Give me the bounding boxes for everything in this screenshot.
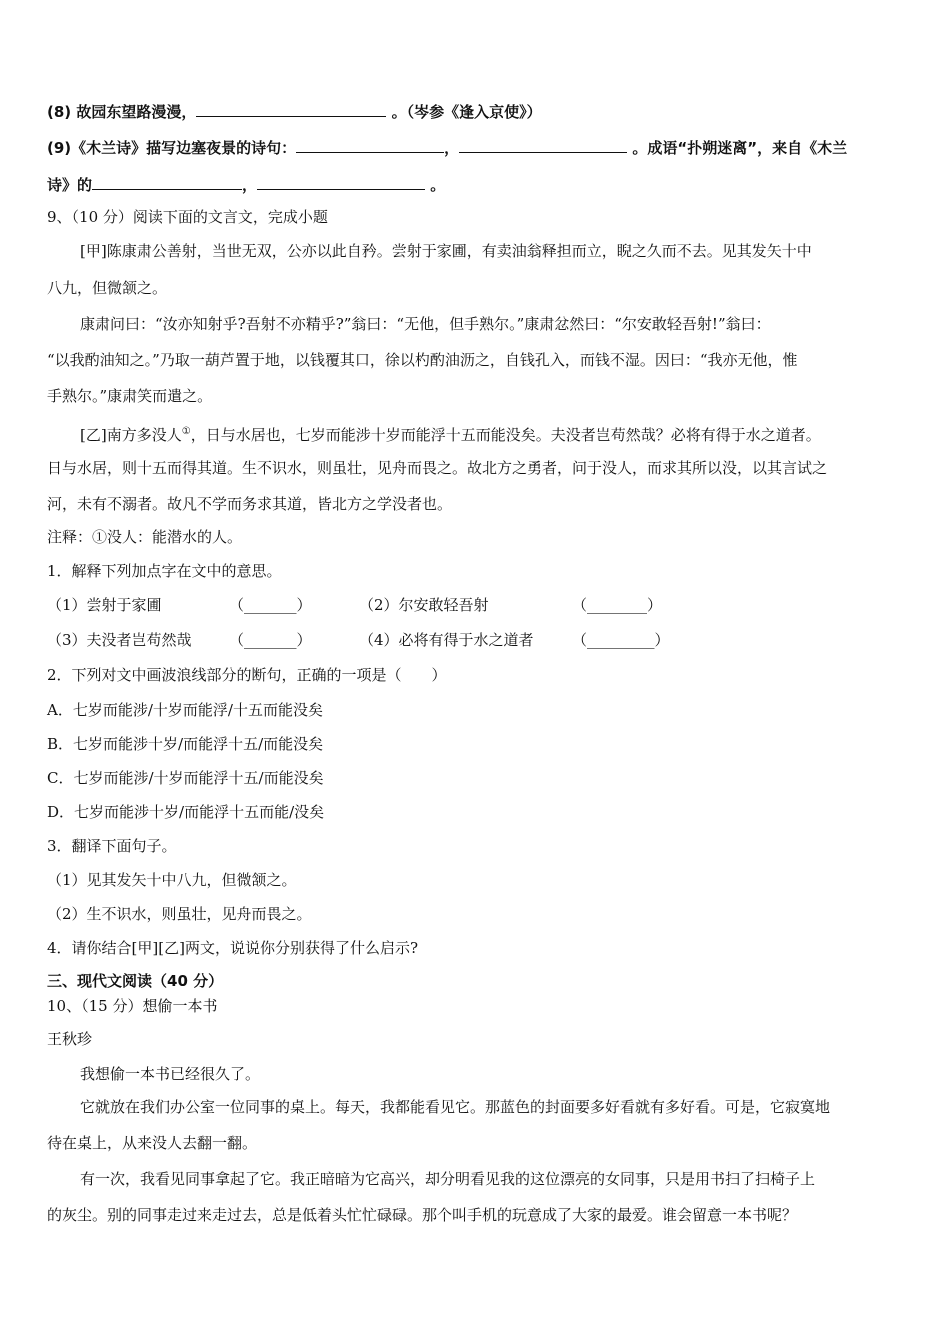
sub1-item-blank[interactable]: （_______） [229,631,312,649]
q10-p3-line2: 的灰尘。别的同事走过来走过去，总是低着头忙忙碌碌。那个叫手机的玩意成了大家的最爱。谁会留意一本书呢？ [47,1206,798,1224]
q9-blank-3[interactable] [92,173,242,190]
sub1-item-blank[interactable]: （________） [572,596,663,614]
q8-suffix: 。（岑参《逢入京使》） [391,103,542,121]
sub1-prompt: 1．解释下列加点字在文中的意思。 [47,562,282,580]
q10-header: 10、（15 分）想偷一本书 [47,997,218,1015]
footnote: 注释：①没人：能潜水的人。 [47,528,243,546]
jia-p2-line2: “以我酌油知之。”乃取一葫芦置于地，以钱覆其口，徐以杓酌油沥之，自钱孔入，而钱不湿。因曰：“我亦无他，惟 [47,351,798,369]
q9-line2-comma: ， [242,176,258,194]
section3-title: 三、现代文阅读（40 分） [47,972,224,990]
q9-part1: (9)《木兰诗》描写边塞夜景的诗句： [47,139,297,157]
sub1-item-blank[interactable]: （_________） [572,631,670,649]
sub1-item-blank[interactable]: （_______） [229,596,312,614]
sub2-prompt: 2．下列对文中画波浪线部分的断句，正确的一项是（ ） [47,666,447,684]
q9-line2-end: 。 [430,176,446,194]
q8-prefix: (8) 故园东望路漫漫， [47,103,197,121]
poetry-q8 [47,100,906,123]
q9-line2-prefix: 诗》的 [47,176,93,194]
q9-part2: 。成语“扑朔迷离”，来自《木兰 [632,139,848,157]
yi-line1-prefix: [乙]南方多没人 [80,426,182,444]
sub3-item-1: （1）见其发矢十中八九，但微颔之。 [47,871,297,889]
sub1-row-2 [47,629,847,651]
option-a[interactable]: A．七岁而能涉/十岁而能浮/十五而能没矣 [47,701,323,719]
yi-line2: 日与水居，则十五而得其道。生不识水，则虽壮，见舟而畏之。故北方之勇者，问于没人，而求其所以没，以其言试之 [47,459,828,477]
jia-p1-line1: [甲]陈康肃公善射，当世无双，公亦以此自矜。尝射于家圃，有卖油翁释担而立，睨之久而不去。见其发矢十中 [80,242,812,260]
q9-comma: ， [444,139,460,157]
option-c[interactable]: C．七岁而能涉/十岁而能浮十五/而能没矣 [47,769,324,787]
jia-p2-line3: 手熟尔。”康肃笑而遣之。 [47,387,213,405]
sub3-item-2: （2）生不识水，则虽壮，见舟而畏之。 [47,905,312,923]
sub1-item-label: （2）尔安敢轻吾射 [359,596,489,614]
jia-p1-line2: 八九，但微颔之。 [47,279,168,297]
footnote-marker: ① [181,426,191,437]
sub1-item-label: （1）尝射于家圃 [47,596,162,614]
q9-header: 9、（10 分）阅读下面的文言文，完成小题 [47,208,328,226]
sub1-item-label: （3）夫没者岂苟然哉 [47,631,192,649]
sub3-prompt: 3．翻译下面句子。 [47,837,177,855]
q8-answer-blank[interactable] [196,100,386,117]
yi-line1 [80,421,906,446]
yi-line3: 河，未有不溺者。故凡不学而务求其道，皆北方之学没者也。 [47,495,453,513]
jia-p2-line1: 康肃问曰：“汝亦知射乎?吾射不亦精乎?”翁曰：“无他，但手熟尔。”康肃忿然曰：“尔安敢轻吾射!”翁曰： [80,315,771,333]
option-d[interactable]: D．七岁而能涉十岁/而能浮十五而能/没矣 [47,803,325,821]
poetry-q9-line1 [47,136,906,159]
q9-blank-1[interactable] [296,136,444,153]
q10-p1: 我想偷一本书已经很久了。 [80,1065,261,1083]
q9-blank-4[interactable] [257,173,425,190]
yi-line1-rest: ，日与水居也，七岁而能涉十岁而能浮十五而能没矣。夫没者岂苟然哉？必将有得于水之道者。 [190,426,821,444]
sub1-row-1 [47,594,847,616]
poetry-q9-line2 [47,173,906,196]
q10-author: 王秋珍 [47,1030,93,1048]
option-b[interactable]: B．七岁而能涉十岁/而能浮十五/而能没矣 [47,735,324,753]
q10-p3-line1: 有一次，我看见同事拿起了它。我正暗暗为它高兴，却分明看见我的这位漂亮的女同事，只是用书扫了扫椅子上 [80,1170,816,1188]
q10-p2-line1: 它就放在我们办公室一位同事的桌上。每天，我都能看见它。那蓝色的封面要多好看就有多好看。可是，它寂寞地 [80,1098,831,1116]
q9-blank-2[interactable] [459,136,627,153]
sub1-item-label: （4）必将有得于水之道者 [359,631,534,649]
sub4-prompt: 4．请你结合[甲][乙]两文，说说你分别获得了什么启示? [47,939,418,957]
q10-p2-line2: 待在桌上，从来没人去翻一翻。 [47,1134,258,1152]
